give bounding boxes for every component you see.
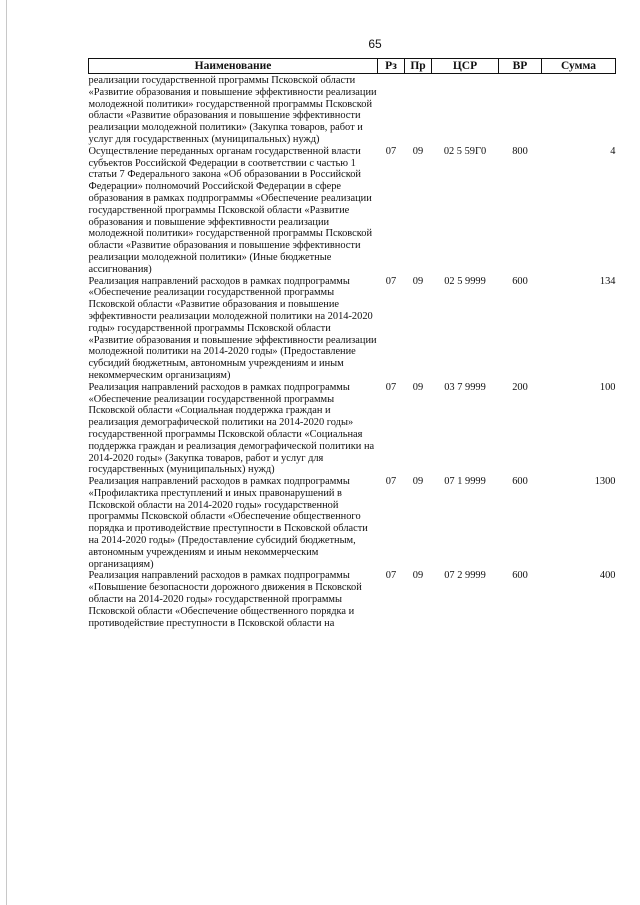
- row-pr: 09: [412, 476, 424, 488]
- row-name: Реализация направлений расходов в рамках подпрограммы «Обеспечение реализации государственной программы Псковской области «Социальная поддержка граждан и реализация демографической политики на 2014-2020 годы» государственной программы Псковской области «Социальная поддержка граждан и реализация демографической политики на 2014-2020 годы» (Закупка товаров, работ и услуг для государственных (муниципальных) нужд): [88, 381, 375, 476]
- row-vr: 600: [512, 476, 528, 488]
- table-row: [89, 146, 616, 276]
- header-sum: Сумма: [542, 59, 616, 74]
- row-name: Реализация направлений расходов в рамках подпрограммы «Обеспечение реализации государственной программы Псковской области «Развитие образования и повышение эффективности реализации молодежной политики на 2014-2020 годы» государственной программы Псковской области «Развитие образования и повышение эффективности реализации молодежной политики на 2014-2020 годы» (Предоставление субсидий бюджетным, автономным учреждениям и иным некоммерческим организациям): [88, 275, 377, 381]
- row-vr: 200: [512, 381, 528, 393]
- row-pr: 09: [412, 145, 424, 157]
- row-name: реализации государственной программы Псковской области «Развитие образования и повышение эффективности реализации молодежной политики» государственной программы Псковской области «Развитие образования и повышение эффективности реализации молодежной политики» (Закупка товаров, работ и услуг для государственных (муниципальных) нужд): [88, 75, 377, 145]
- budget-table-container: [88, 58, 615, 629]
- header-name: Наименование: [89, 59, 378, 74]
- row-sum: 1300: [594, 476, 616, 488]
- row-rz: 07: [385, 381, 397, 393]
- row-sum: 400: [599, 570, 616, 582]
- row-rz: [378, 74, 405, 146]
- row-vr: [499, 74, 542, 146]
- row-pr: 09: [412, 381, 424, 393]
- table-row: [89, 570, 616, 629]
- scan-edge-line: [6, 0, 7, 905]
- header-rz: Рз: [378, 59, 405, 74]
- row-csr: 02 5 59Г0: [443, 145, 487, 157]
- row-vr: 600: [512, 570, 528, 582]
- row-sum: 4: [610, 145, 616, 157]
- row-vr: 800: [512, 145, 528, 157]
- row-csr: 03 7 9999: [444, 381, 486, 393]
- row-rz: 07: [385, 275, 397, 287]
- row-csr: [432, 74, 499, 146]
- table-row: [89, 74, 616, 146]
- row-name: Реализация направлений расходов в рамках подпрограммы «Профилактика преступлений и иных правонарушений в Псковской области на 2014-2020 годы» государственной программы Псковской области «Обеспечение общественного порядка и противодействие преступности в Псковской области на 2014-2020 годы» (Предоставление субсидий бюджетным, автономным учреждениям и иным некоммерческим организациям): [88, 476, 368, 570]
- row-sum: 134: [599, 275, 616, 287]
- header-vr: ВР: [499, 59, 542, 74]
- row-csr: 07 2 9999: [444, 570, 486, 582]
- table-header-row: [89, 59, 616, 74]
- table-row: [89, 276, 616, 382]
- row-sum: 100: [599, 381, 616, 393]
- header-pr: Пр: [405, 59, 432, 74]
- row-csr: 07 1 9999: [444, 476, 486, 488]
- row-pr: 09: [412, 570, 424, 582]
- header-csr: ЦСР: [432, 59, 499, 74]
- row-name: Осуществление переданных органам государственной власти субъектов Российской Федерации в соответствии с частью 1 статьи 7 Федерального закона «Об образовании в Российской Федерации» полномочий Российской Федерации в сфере образования в рамках подпрограммы «Обеспечение реализации государственной программы Псковской области «Развитие образования и повышение эффективности реализации молодежной политики» государственной программы Псковской области «Развитие образования и повышение эффективности реализации молодежной политики» (Иные бюджетные ассигнования): [88, 145, 373, 275]
- table-row: [89, 382, 616, 476]
- page-number: 65: [368, 37, 382, 51]
- row-pr: 09: [412, 275, 424, 287]
- row-vr: 600: [512, 275, 528, 287]
- row-csr: 02 5 9999: [444, 275, 486, 287]
- row-pr: [405, 74, 432, 146]
- row-rz: 07: [385, 145, 397, 157]
- row-rz: 07: [385, 476, 397, 488]
- budget-table: [88, 58, 616, 629]
- row-sum: [542, 74, 616, 146]
- row-name: Реализация направлений расходов в рамках подпрограммы «Повышение безопасности дорожного движения в Псковской области на 2014-2020 годы» государственной программы Псковской области «Обеспечение общественного порядка и противодействие преступности в Псковской области на: [88, 570, 362, 629]
- row-rz: 07: [385, 570, 397, 582]
- table-row: [89, 476, 616, 570]
